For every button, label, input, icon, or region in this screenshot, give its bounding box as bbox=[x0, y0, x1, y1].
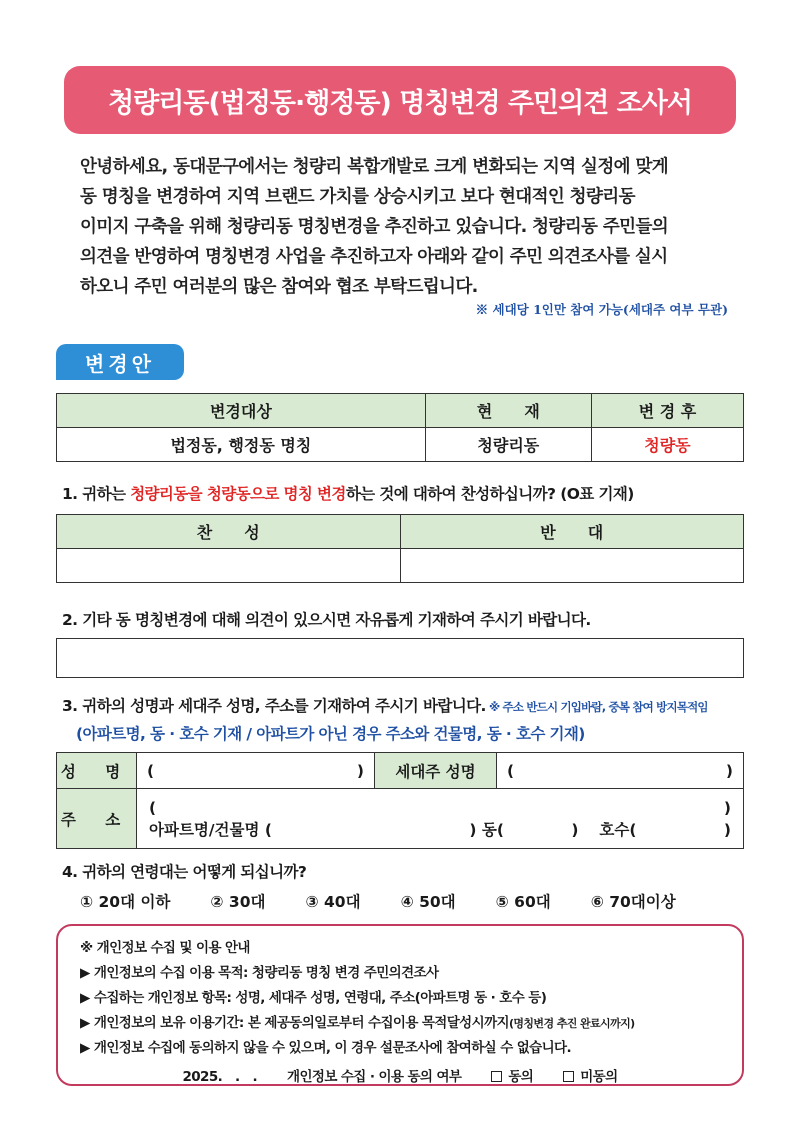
checkbox-icon[interactable] bbox=[563, 1071, 574, 1082]
change-table bbox=[56, 393, 744, 462]
age-option[interactable]: ③ 40대 bbox=[305, 893, 361, 911]
disagree-header: 반 대 bbox=[400, 515, 744, 549]
notice-item: ▶ 수집하는 개인정보 항목: 성명, 세대주 성명, 연령대, 주소(아파트명 동 · 호수 등) bbox=[80, 990, 547, 1006]
notice-item: ▶ 개인정보 수집에 동의하지 않을 수 있으며, 이 경우 설문조사에 참여하실 수 없습니다. bbox=[80, 1040, 572, 1056]
age-option[interactable]: ⑥ 70대이상 bbox=[590, 893, 676, 911]
consent-date: 2025. . . bbox=[182, 1069, 257, 1085]
header-after: 변 경 후 bbox=[591, 394, 743, 428]
paren-close: ) bbox=[723, 820, 731, 839]
consent-row bbox=[80, 1065, 742, 1090]
paren-open: ( bbox=[507, 761, 515, 780]
question-3 bbox=[62, 694, 708, 716]
consent-agree[interactable] bbox=[491, 1065, 533, 1090]
q1-suffix: 하는 것에 대하여 찬성하십니까? (O표 기재) bbox=[345, 485, 634, 503]
head-name-label: 세대주 성명 bbox=[375, 753, 497, 789]
intro-note: ※ 세대당 1인만 참여 가능(세대주 여부 무관) bbox=[475, 302, 728, 317]
header-target: 변경대상 bbox=[57, 394, 426, 428]
addr-dong: ) 동( bbox=[469, 820, 504, 839]
age-option[interactable]: ⑤ 60대 bbox=[495, 893, 551, 911]
head-name-input[interactable] bbox=[497, 753, 744, 789]
notice-item: ▶ 개인정보의 수집 이용 목적: 청량리동 명칭 변경 주민의견조사 bbox=[80, 965, 439, 981]
info-table bbox=[56, 752, 744, 849]
age-option[interactable]: ④ 50대 bbox=[400, 893, 456, 911]
paren-open: ( bbox=[147, 761, 155, 780]
notice-item-small: (명칭변경 추진 완료시까지) bbox=[508, 1017, 635, 1030]
section-tab bbox=[56, 344, 184, 380]
age-option[interactable]: ① 20대 이하 bbox=[80, 893, 171, 911]
q3-note: ※ 주소 반드시 기입바람, 중복 참여 방지목적임 bbox=[485, 700, 708, 714]
cell-current: 청량리동 bbox=[425, 428, 591, 462]
q1-highlight: 청량리동을 청량동으로 명칭 변경 bbox=[130, 485, 346, 503]
paren-close: ) bbox=[356, 761, 364, 780]
question-2: 2. 기타 동 명칭변경에 대해 의견이 있으시면 자유롭게 기재하여 주시기 바랍니다. bbox=[62, 611, 591, 629]
question-1 bbox=[62, 482, 634, 504]
page-title: 청량리동(법정동·행정동) 명칭변경 주민의견 조사서 bbox=[108, 87, 692, 119]
opinion-input-box[interactable] bbox=[56, 638, 744, 678]
intro-line: 하오니 주민 여러분의 많은 참여와 협조 부탁드립니다. bbox=[80, 277, 478, 297]
notice-item-text: ▶ 개인정보의 보유 이용기간: 본 제공동의일로부터 수집이용 목적달성시까지 bbox=[80, 1015, 509, 1031]
q1-prefix: 1. 귀하는 bbox=[62, 485, 131, 503]
consent-disagree[interactable] bbox=[563, 1065, 617, 1090]
checkbox-icon[interactable] bbox=[491, 1071, 502, 1082]
intro-line: 안녕하세요, 동대문구에서는 청량리 복합개발로 크게 변화되는 지역 실정에 맞게 bbox=[80, 157, 669, 177]
intro-line: 의견을 반영하여 명칭변경 사업을 추진하고자 아래와 같이 주민 의견조사를 실시 bbox=[80, 247, 668, 267]
paren-close: ) bbox=[725, 761, 733, 780]
paren-close: ) bbox=[723, 798, 731, 817]
consent-disagree-label: 미동의 bbox=[580, 1069, 618, 1085]
consent-label: 개인정보 수집 · 이용 동의 여부 bbox=[287, 1069, 462, 1085]
privacy-notice bbox=[56, 924, 744, 1086]
addr-building: 아파트명/건물명 ( bbox=[149, 820, 272, 839]
q3-text: 3. 귀하의 성명과 세대주 성명, 주소를 기재하여 주시기 바랍니다. bbox=[62, 697, 486, 715]
vote-table bbox=[56, 514, 744, 583]
header-current: 현 재 bbox=[425, 394, 591, 428]
name-label: 성 명 bbox=[57, 753, 137, 789]
intro-paragraph bbox=[80, 152, 730, 302]
section-label: 변경안 bbox=[85, 351, 155, 376]
question-4: 4. 귀하의 연령대는 어떻게 되십니까? bbox=[62, 863, 307, 881]
title-banner bbox=[64, 66, 736, 134]
paren-open: ( bbox=[149, 798, 157, 817]
intro-line: 이미지 구축을 위해 청량리동 명칭변경을 추진하고 있습니다. 청량리동 주민들의 bbox=[80, 217, 669, 237]
disagree-cell[interactable] bbox=[400, 549, 744, 583]
cell-target: 법정동, 행정동 명칭 bbox=[57, 428, 426, 462]
cell-after: 청량동 bbox=[591, 428, 743, 462]
notice-title: ※ 개인정보 수집 및 이용 안내 bbox=[80, 940, 250, 956]
age-option[interactable]: ② 30대 bbox=[210, 893, 266, 911]
address-input[interactable] bbox=[137, 789, 744, 849]
intro-line: 동 명칭을 변경하여 지역 브랜드 가치를 상승시키고 보다 현대적인 청량리동 bbox=[80, 187, 635, 207]
agree-cell[interactable] bbox=[57, 549, 401, 583]
addr-ho: ) 호수( bbox=[571, 820, 637, 839]
name-input[interactable] bbox=[137, 753, 375, 789]
age-options bbox=[80, 890, 676, 912]
address-label: 주 소 bbox=[57, 789, 137, 849]
consent-agree-label: 동의 bbox=[508, 1069, 534, 1085]
q3-subtext: (아파트명, 동 · 호수 기재 / 아파트가 아닌 경우 주소와 건물명, 동 · 호수 기재) bbox=[76, 725, 585, 743]
agree-header: 찬 성 bbox=[57, 515, 401, 549]
notice-item bbox=[80, 1011, 742, 1036]
